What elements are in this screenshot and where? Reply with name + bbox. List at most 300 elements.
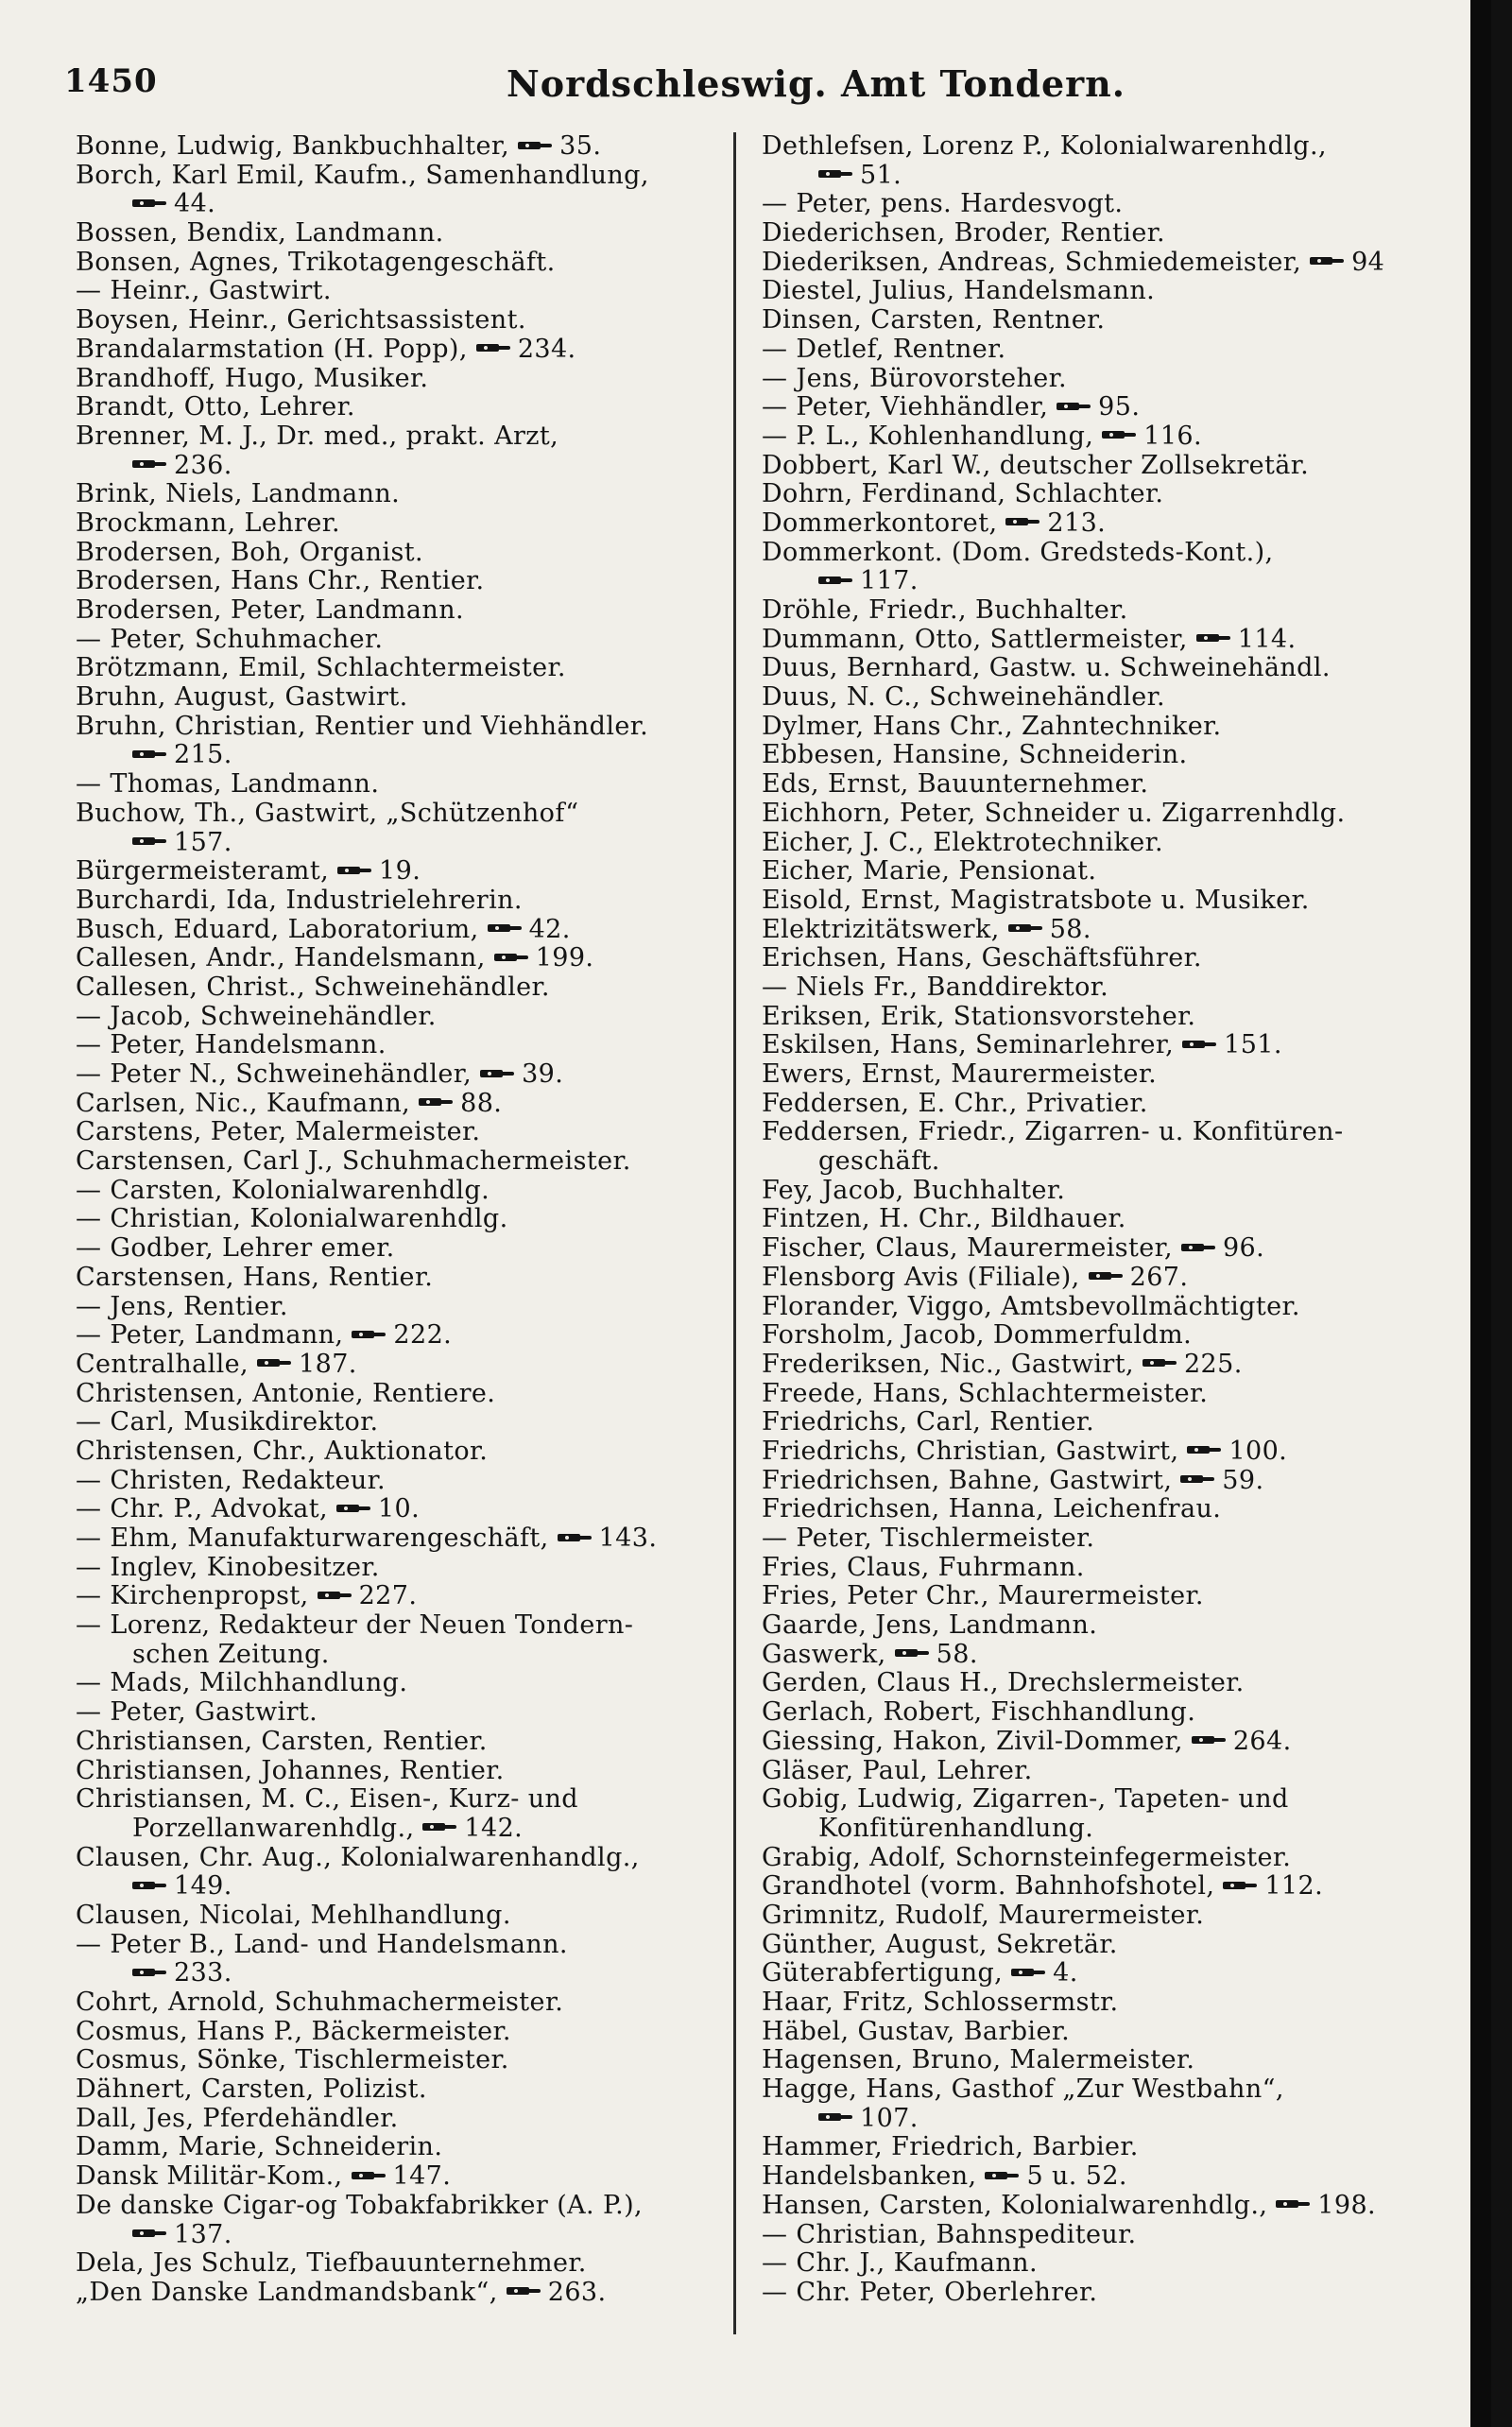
entry-text: Clausen, Nicolai, Mehlhandlung.: [76, 1900, 511, 1930]
entry-text: — Peter, Viehhändler,: [762, 392, 1057, 422]
entry-text: Giessing, Hakon, Zivil-Dommer,: [762, 1726, 1192, 1756]
entry-text: Dröhle, Friedr., Buchhalter.: [762, 595, 1128, 625]
pointing-hand-icon: [1005, 515, 1041, 528]
left-column: [76, 132, 728, 2308]
directory-entry: [76, 1785, 728, 1815]
entry-text: Gobig, Ludwig, Zigarren-, Tapeten- und: [762, 1784, 1289, 1815]
pointing-hand-icon: [257, 1356, 293, 1369]
entry-text: Forsholm, Jacob, Dommerfuldm.: [762, 1320, 1193, 1351]
pointing-hand-icon: [132, 1879, 168, 1892]
directory-entry: [762, 132, 1442, 162]
entry-text: Eriksen, Erik, Stationsvorsteher.: [762, 1001, 1196, 1031]
entry-text: Bonne, Ludwig, Bankbuchhalter,: [76, 131, 519, 161]
phone-number: 263.: [547, 2277, 607, 2307]
entry-text: — Peter, Tischlermeister.: [762, 1523, 1095, 1553]
directory-entry: [76, 2221, 728, 2250]
entry-text: Bruhn, August, Gastwirt.: [76, 682, 408, 713]
directory-entry: [76, 1669, 728, 1698]
entry-text: Dommerkont. (Dom. Gredsteds-Kont.),: [762, 537, 1274, 567]
directory-entry: [76, 2075, 728, 2105]
entry-text: Buchow, Th., Gastwirt, „Schützenhof“: [76, 798, 579, 828]
entry-text: Dinsen, Carsten, Rentner.: [762, 305, 1106, 336]
pointing-hand-icon: [318, 1589, 353, 1602]
directory-entry: [762, 886, 1442, 916]
directory-entry: [762, 277, 1442, 306]
phone-number: 10.: [377, 1494, 421, 1524]
directory-entry: [76, 2192, 728, 2221]
entry-text: Ebbesen, Hansine, Schneiderin.: [762, 740, 1188, 770]
pointing-hand-icon: [1008, 921, 1044, 935]
entry-text: Dansk Militär-Kom.,: [76, 2161, 352, 2192]
directory-entry: [762, 1582, 1442, 1611]
phone-number: 39.: [522, 1059, 564, 1089]
entry-text: Fries, Peter Chr., Maurermeister.: [762, 1581, 1204, 1611]
directory-entry: [762, 1467, 1442, 1496]
entry-text: Haar, Fritz, Schlossermstr.: [762, 1988, 1119, 2017]
directory-entry: [76, 1582, 728, 1611]
entry-text: — Godber, Lehrer emer.: [76, 1233, 395, 1264]
entry-text: Busch, Eduard, Laboratorium,: [76, 914, 488, 944]
entry-text: — Niels Fr., Banddirektor.: [762, 972, 1109, 1002]
entry-text: Friedrichsen, Bahne, Gastwirt,: [762, 1465, 1181, 1495]
page-edge: [1470, 0, 1491, 2427]
pointing-hand-icon: [818, 2110, 854, 2124]
directory-entry: [76, 1815, 728, 1844]
directory-entry: [762, 1118, 1442, 1147]
directory-entry: [76, 829, 728, 858]
entry-text: Borch, Karl Emil, Kaufm., Samenhandlung,: [76, 160, 649, 190]
directory-entry: [762, 509, 1442, 539]
entry-text: Feddersen, E. Chr., Privatier.: [762, 1088, 1148, 1118]
entry-text: Dylmer, Hans Chr., Zahntechniker.: [762, 711, 1222, 741]
entry-text: „Den Danske Landmandsbank“,: [76, 2277, 507, 2307]
entry-text: — Jens, Rentier.: [76, 1291, 288, 1321]
directory-entry: [762, 1147, 1442, 1177]
directory-entry: [76, 626, 728, 655]
phone-number: 51.: [860, 160, 902, 190]
phone-number: 117.: [860, 566, 919, 596]
entry-text: Diederichsen, Broder, Rentier.: [762, 218, 1166, 249]
phone-number: 213.: [1047, 508, 1107, 538]
entry-text: Grimnitz, Rudolf, Maurermeister.: [762, 1900, 1205, 1930]
directory-entry: [76, 1060, 728, 1090]
entry-text: — Chr. Peter, Oberlehrer.: [762, 2277, 1098, 2307]
pointing-hand-icon: [419, 1095, 455, 1109]
directory-entry: [76, 1698, 728, 1728]
directory-entry: [762, 365, 1442, 394]
directory-entry: [762, 770, 1442, 800]
pointing-hand-icon: [337, 864, 373, 877]
directory-entry: [76, 1090, 728, 1119]
entry-text: — Peter B., Land- und Handelsmann.: [76, 1929, 568, 1959]
phone-number: 233.: [174, 1958, 232, 1988]
right-column: [762, 132, 1442, 2308]
directory-entry: [762, 249, 1442, 278]
entry-text: Hagge, Hans, Gasthof „Zur Westbahn“,: [762, 2074, 1284, 2105]
phone-number: 222.: [393, 1320, 453, 1351]
entry-text: Friedrichs, Carl, Rentier.: [762, 1407, 1095, 1437]
entry-text: Erichsen, Hans, Geschäftsführer.: [762, 943, 1202, 973]
entry-text: Fischer, Claus, Maurermeister,: [762, 1233, 1181, 1264]
phone-number: 215.: [174, 740, 232, 770]
pointing-hand-icon: [480, 1067, 516, 1080]
directory-entry: [76, 741, 728, 770]
entry-text: — Chr. P., Advokat,: [76, 1494, 336, 1524]
entry-text: Günther, August, Sekretär.: [762, 1929, 1118, 1959]
directory-entry: [762, 1060, 1442, 1090]
entry-text: schen Zeitung.: [132, 1639, 330, 1669]
directory-entry: [76, 132, 728, 162]
phone-number: 236.: [174, 450, 232, 480]
entry-text: — Peter, pens. Hardesvogt.: [762, 189, 1124, 219]
directory-entry: [76, 277, 728, 306]
directory-entry: [762, 1554, 1442, 1583]
pointing-hand-icon: [1187, 1443, 1223, 1456]
pointing-hand-icon: [985, 2169, 1021, 2182]
entry-text: — Jacob, Schweinehändler.: [76, 1001, 437, 1031]
directory-entry: [76, 1380, 728, 1409]
entry-text: Gerden, Claus H., Drechslermeister.: [762, 1668, 1245, 1698]
directory-entry: [76, 1437, 728, 1467]
phone-number: 88.: [460, 1088, 503, 1118]
directory-entry: [762, 2018, 1442, 2047]
directory-entry: [76, 770, 728, 800]
entry-text: Brandt, Otto, Lehrer.: [76, 392, 355, 422]
phone-number: 19.: [379, 856, 421, 886]
directory-entry: [762, 2133, 1442, 2162]
directory-entry: [76, 973, 728, 1003]
directory-entry: [76, 1408, 728, 1437]
entry-text: Christiansen, Carsten, Rentier.: [76, 1726, 488, 1756]
directory-entry: [762, 1351, 1442, 1380]
entry-text: — Kirchenpropst,: [76, 1581, 318, 1611]
entry-text: Bossen, Bendix, Landmann.: [76, 218, 444, 249]
entry-text: Brockmann, Lehrer.: [76, 508, 341, 538]
entry-text: Friedrichsen, Hanna, Leichenfrau.: [762, 1494, 1222, 1524]
entry-text: Gaswerk,: [762, 1639, 895, 1669]
entry-text: Dobbert, Karl W., deutscher Zollsekretär.: [762, 450, 1310, 480]
entry-text: Centralhalle,: [76, 1349, 258, 1379]
entry-text: Dall, Jes, Pferdehändler.: [76, 2103, 399, 2133]
entry-text: Damm, Marie, Schneiderin.: [76, 2132, 443, 2162]
entry-text: geschäft.: [818, 1146, 940, 1177]
page-number: 1450: [64, 62, 158, 100]
directory-entry: [762, 857, 1442, 886]
entry-text: — Mads, Milchhandlung.: [76, 1668, 408, 1698]
directory-entry: [762, 1757, 1442, 1786]
entry-text: Friedrichs, Christian, Gastwirt,: [762, 1436, 1188, 1466]
entry-text: Dommerkontoret,: [762, 508, 1006, 538]
phone-number: 58.: [936, 1639, 978, 1669]
directory-entry: [76, 1728, 728, 1757]
directory-entry: [762, 1988, 1442, 2018]
directory-entry: [762, 2075, 1442, 2105]
directory-entry: [762, 219, 1442, 249]
directory-entry: [76, 1988, 728, 2018]
pointing-hand-icon: [518, 139, 554, 152]
entry-text: Eds, Ernst, Bauunternehmer.: [762, 769, 1149, 800]
entry-text: Hagensen, Bruno, Malermeister.: [762, 2045, 1195, 2075]
pointing-hand-icon: [818, 167, 854, 181]
entry-text: — Carl, Musikdirektor.: [76, 1407, 379, 1437]
pointing-hand-icon: [1180, 1472, 1216, 1486]
directory-entry: [76, 336, 728, 365]
phone-number: 59.: [1222, 1465, 1264, 1495]
phone-number: 112.: [1264, 1871, 1324, 1902]
directory-entry: [762, 683, 1442, 713]
directory-entry: [762, 1785, 1442, 1815]
entry-text: Christiansen, Johannes, Rentier.: [76, 1755, 505, 1785]
entry-text: Dummann, Otto, Sattlermeister,: [762, 624, 1196, 654]
directory-entry: [76, 452, 728, 481]
directory-entry: [76, 1554, 728, 1583]
entry-text: Eicher, Marie, Pensionat.: [762, 856, 1097, 886]
phone-number: 149.: [174, 1871, 232, 1902]
entry-text: Bonsen, Agnes, Trikotagengeschäft.: [76, 247, 556, 277]
directory-entry: [76, 1467, 728, 1496]
pointing-hand-icon: [132, 835, 168, 848]
phone-number: 100.: [1228, 1436, 1288, 1466]
directory-entry: [762, 1495, 1442, 1524]
entry-text: — Christian, Kolonialwarenhdlg.: [76, 1204, 508, 1234]
entry-text: Boysen, Heinr., Gerichtsassistent.: [76, 305, 526, 336]
phone-number: 234.: [517, 334, 576, 364]
directory-entry: [76, 1031, 728, 1060]
pointing-hand-icon: [352, 1328, 387, 1341]
directory-entry: [762, 1611, 1442, 1641]
directory-entry: [762, 1264, 1442, 1293]
directory-entry: [762, 2046, 1442, 2075]
pointing-hand-icon: [132, 197, 168, 210]
directory-entry: [762, 2105, 1442, 2134]
entry-text: — Thomas, Landmann.: [76, 769, 380, 800]
entry-text: Brandhoff, Hugo, Musiker.: [76, 363, 429, 393]
phone-number: 227.: [358, 1581, 418, 1611]
directory-entry: [762, 539, 1442, 568]
entry-text: Freede, Hans, Schlachtermeister.: [762, 1378, 1209, 1408]
directory-entry: [76, 2105, 728, 2134]
column-divider: [733, 132, 736, 2334]
pointing-hand-icon: [132, 457, 168, 471]
pointing-hand-icon: [1089, 1269, 1125, 1282]
directory-entry: [76, 1611, 728, 1641]
entry-text: — Inglev, Kinobesitzer.: [76, 1552, 380, 1582]
directory-entry: [76, 509, 728, 539]
pointing-hand-icon: [1196, 631, 1232, 645]
phone-number: 143.: [598, 1523, 658, 1553]
entry-text: — Ehm, Manufakturwarengeschäft,: [76, 1523, 558, 1553]
phone-number: 5 u. 52.: [1026, 2161, 1127, 2192]
directory-entry: [76, 1495, 728, 1524]
phone-number: 4.: [1053, 1958, 1078, 1988]
directory-entry: [76, 480, 728, 509]
directory-entry: [762, 1234, 1442, 1264]
pointing-hand-icon: [1276, 2197, 1312, 2211]
entry-text: Häbel, Gustav, Barbier.: [762, 2016, 1071, 2046]
directory-entry: [762, 944, 1442, 973]
entry-text: Brodersen, Peter, Landmann.: [76, 595, 464, 625]
entry-text: Eichhorn, Peter, Schneider u. Zigarrenhdlg.: [762, 798, 1346, 828]
phone-number: 225.: [1183, 1349, 1243, 1379]
phone-number: 198.: [1317, 2190, 1377, 2220]
directory-entry: [762, 829, 1442, 858]
directory-entry: [762, 1205, 1442, 1234]
directory-entry: [762, 1844, 1442, 1873]
directory-entry: [76, 393, 728, 422]
directory-entry: [762, 1293, 1442, 1322]
directory-entry: [76, 886, 728, 916]
entry-text: Christensen, Chr., Auktionator.: [76, 1436, 489, 1466]
directory-entry: [76, 654, 728, 683]
entry-text: Feddersen, Friedr., Zigarren- u. Konfitüren-: [762, 1117, 1344, 1147]
entry-text: Cosmus, Hans P., Bäckermeister.: [76, 2016, 511, 2046]
directory-entry: [76, 916, 728, 945]
entry-text: Hammer, Friedrich, Barbier.: [762, 2132, 1139, 2162]
entry-text: Brenner, M. J., Dr. med., prakt. Arzt,: [76, 421, 559, 451]
directory-entry: [76, 249, 728, 278]
entry-text: Carlsen, Nic., Kaufmann,: [76, 1088, 420, 1118]
directory-entry: [76, 1757, 728, 1786]
directory-entry: [76, 1147, 728, 1177]
directory-entry: [762, 1003, 1442, 1032]
pointing-hand-icon: [132, 1966, 168, 1979]
directory-entry: [762, 741, 1442, 770]
entry-text: Gaarde, Jens, Landmann.: [762, 1610, 1098, 1641]
entry-text: — P. L., Kohlenhandlung,: [762, 421, 1103, 451]
phone-number: 107.: [860, 2103, 919, 2133]
entry-text: Flensborg Avis (Filiale),: [762, 1262, 1089, 1292]
directory-entry: [762, 654, 1442, 683]
entry-text: Callesen, Andr., Handelsmann,: [76, 943, 494, 973]
entry-text: Fey, Jacob, Buchhalter.: [762, 1175, 1066, 1205]
directory-entry: [762, 1031, 1442, 1060]
directory-entry: [76, 1321, 728, 1351]
entry-text: Porzellanwarenhdlg.,: [132, 1813, 423, 1843]
entry-text: — Detlef, Rentner.: [762, 334, 1006, 364]
entry-text: Carstens, Peter, Malermeister.: [76, 1117, 481, 1147]
entry-text: Cohrt, Arnold, Schuhmachermeister.: [76, 1988, 564, 2017]
directory-entry: [762, 306, 1442, 336]
entry-text: Clausen, Chr. Aug., Kolonialwarenhandlg.,: [76, 1842, 640, 1872]
directory-entry: [762, 1321, 1442, 1351]
pointing-hand-icon: [476, 341, 512, 354]
phone-number: 58.: [1049, 914, 1091, 944]
directory-entry: [762, 190, 1442, 219]
directory-entry: [762, 1931, 1442, 1960]
directory-entry: [76, 1118, 728, 1147]
entry-text: Carstensen, Hans, Rentier.: [76, 1262, 434, 1292]
directory-entry: [76, 1872, 728, 1902]
directory-entry: [762, 1177, 1442, 1206]
phone-number: 114.: [1237, 624, 1297, 654]
entry-text: Konfitürenhandlung.: [818, 1813, 1094, 1843]
entry-text: Diederiksen, Andreas, Schmiedemeister,: [762, 247, 1311, 277]
entry-text: Fintzen, H. Chr., Bildhauer.: [762, 1204, 1126, 1234]
phone-number: 157.: [174, 827, 232, 857]
directory-entry: [76, 2018, 728, 2047]
pointing-hand-icon: [132, 2227, 168, 2240]
entry-text: Bürgermeisteramt,: [76, 856, 338, 886]
directory-entry: [762, 800, 1442, 829]
directory-entry: [76, 1902, 728, 1931]
phone-number: 42.: [528, 914, 571, 944]
directory-entry: [762, 916, 1442, 945]
entry-text: Christiansen, M. C., Eisen-, Kurz- und: [76, 1784, 578, 1815]
directory-entry: [76, 1234, 728, 1264]
entry-text: Brink, Niels, Landmann.: [76, 479, 401, 509]
directory-entry: [762, 1959, 1442, 1988]
directory-entry: [76, 1959, 728, 1988]
phone-number: 137.: [174, 2219, 232, 2249]
entry-text: — Heinr., Gastwirt.: [76, 276, 332, 306]
pointing-hand-icon: [1181, 1241, 1217, 1254]
directory-entry: [76, 306, 728, 336]
entry-text: — Christian, Bahnspediteur.: [762, 2219, 1137, 2249]
pointing-hand-icon: [1143, 1356, 1178, 1369]
directory-entry: [76, 1003, 728, 1032]
pointing-hand-icon: [1192, 1733, 1228, 1747]
entry-text: — Peter, Handelsmann.: [76, 1030, 387, 1060]
entry-text: Fries, Claus, Fuhrmann.: [762, 1552, 1085, 1582]
directory-entry: [762, 2192, 1442, 2221]
phone-number: 142.: [464, 1813, 524, 1843]
directory-entry: [762, 973, 1442, 1003]
pointing-hand-icon: [1223, 1879, 1259, 1892]
directory-entry: [762, 452, 1442, 481]
directory-entry: [76, 422, 728, 452]
directory-entry: [762, 2221, 1442, 2250]
directory-entry: [762, 2162, 1442, 2192]
pointing-hand-icon: [1310, 254, 1346, 267]
entry-text: Duus, Bernhard, Gastw. u. Schweinehändl.: [762, 653, 1331, 683]
entry-text: Eicher, J. C., Elektrotechniker.: [762, 827, 1163, 857]
entry-text: Güterabfertigung,: [762, 1958, 1012, 1988]
phone-number: 147.: [392, 2161, 452, 2192]
pointing-hand-icon: [132, 748, 168, 761]
entry-text: Gläser, Paul, Lehrer.: [762, 1755, 1033, 1785]
entry-text: Brötzmann, Emil, Schlachtermeister.: [76, 653, 566, 683]
entry-text: Hansen, Carsten, Kolonialwarenhdlg.,: [762, 2190, 1277, 2220]
directory-entry: [762, 1698, 1442, 1728]
directory-entry: [76, 857, 728, 886]
entry-text: Duus, N. C., Schweinehändler.: [762, 682, 1165, 713]
directory-entry: [762, 1524, 1442, 1554]
directory-entry: [76, 2046, 728, 2075]
entry-text: — Peter, Landmann,: [76, 1320, 352, 1351]
directory-entry: [762, 1902, 1442, 1931]
entry-text: Elektrizitätswerk,: [762, 914, 1008, 944]
entry-text: Callesen, Christ., Schweinehändler.: [76, 972, 550, 1002]
entry-text: Brodersen, Hans Chr., Rentier.: [76, 566, 485, 596]
directory-entry: [76, 1205, 728, 1234]
directory-entry: [76, 1293, 728, 1322]
phone-number: 151.: [1224, 1030, 1282, 1060]
directory-entry: [76, 596, 728, 626]
directory-entry: [76, 713, 728, 742]
entry-text: — Peter N., Schweinehändler,: [76, 1059, 481, 1089]
entry-text: Frederiksen, Nic., Gastwirt,: [762, 1349, 1143, 1379]
entry-text: Brodersen, Boh, Organist.: [76, 537, 423, 567]
phone-number: 35.: [559, 131, 602, 161]
entry-text: Dohrn, Ferdinand, Schlachter.: [762, 479, 1164, 509]
entry-text: De danske Cigar-og Tobakfabrikker (A. P.),: [76, 2190, 643, 2220]
directory-entry: [76, 219, 728, 249]
phone-number: 199.: [535, 943, 594, 973]
entry-text: Dethlefsen, Lorenz P., Kolonialwarenhdlg.,: [762, 131, 1327, 161]
pointing-hand-icon: [422, 1820, 458, 1833]
pointing-hand-icon: [507, 2284, 542, 2298]
directory-entry: [76, 1524, 728, 1554]
